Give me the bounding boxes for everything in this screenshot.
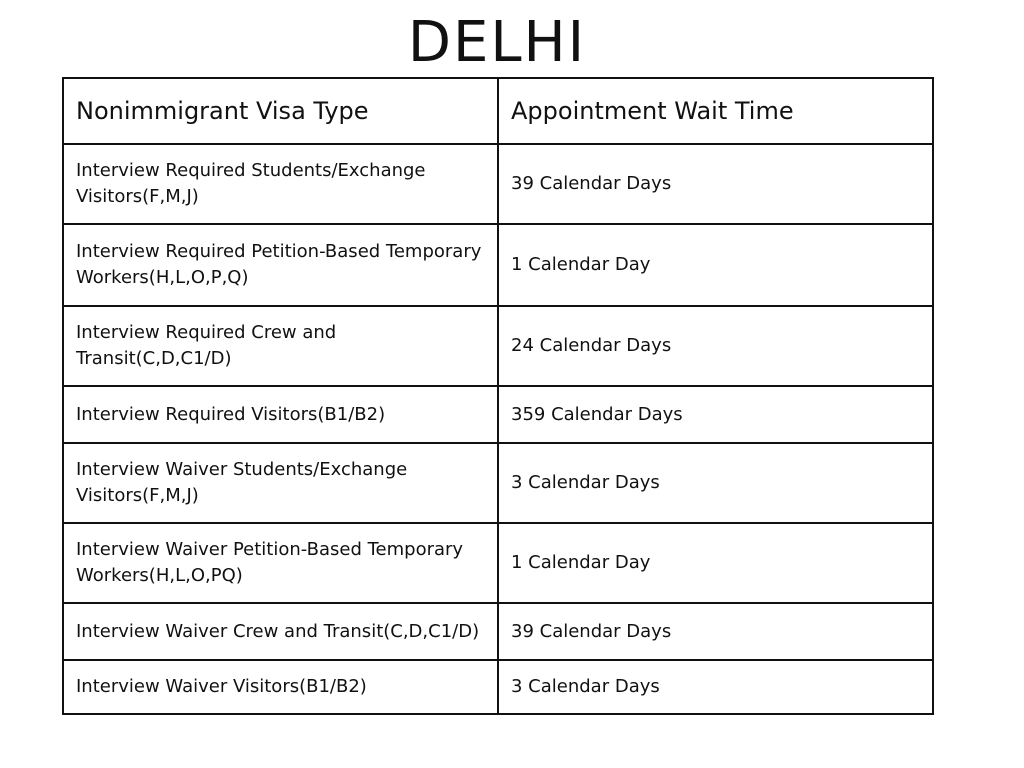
table-row (63, 603, 933, 660)
table-row (63, 660, 933, 714)
visa-type-cell: Interview Required Petition-Based Temporary Workers(H,L,O,P,Q) (63, 224, 498, 306)
visa-type-cell: Interview Required Students/Exchange Visitors(F,M,J) (63, 144, 498, 224)
visa-type-cell: Interview Waiver Visitors(B1/B2) (63, 660, 498, 714)
visa-type-cell: Interview Required Crew and Transit(C,D,C1/D) (63, 306, 498, 386)
header-visa-type: Nonimmigrant Visa Type (63, 78, 498, 144)
wait-time-cell: 39 Calendar Days (498, 603, 933, 660)
wait-time-cell: 359 Calendar Days (498, 386, 933, 443)
wait-time-cell: 3 Calendar Days (498, 443, 933, 523)
wait-time-cell: 3 Calendar Days (498, 660, 933, 714)
table-row (63, 306, 933, 386)
wait-time-cell: 39 Calendar Days (498, 144, 933, 224)
table-row (63, 386, 933, 443)
wait-time-cell: 1 Calendar Day (498, 523, 933, 603)
table-row (63, 224, 933, 306)
table-row (63, 144, 933, 224)
wait-time-cell: 24 Calendar Days (498, 306, 933, 386)
visa-type-cell: Interview Waiver Petition-Based Temporary Workers(H,L,O,PQ) (63, 523, 498, 603)
table-row (63, 523, 933, 603)
page-title: DELHI (407, 10, 587, 75)
header-wait-time: Appointment Wait Time (498, 78, 933, 144)
table-header-row (63, 78, 933, 144)
wait-time-cell: 1 Calendar Day (498, 224, 933, 306)
table-row (63, 443, 933, 523)
visa-type-cell: Interview Required Visitors(B1/B2) (63, 386, 498, 443)
visa-type-cell: Interview Waiver Students/Exchange Visitors(F,M,J) (63, 443, 498, 523)
visa-type-cell: Interview Waiver Crew and Transit(C,D,C1/D) (63, 603, 498, 660)
visa-wait-time-table (62, 77, 934, 715)
